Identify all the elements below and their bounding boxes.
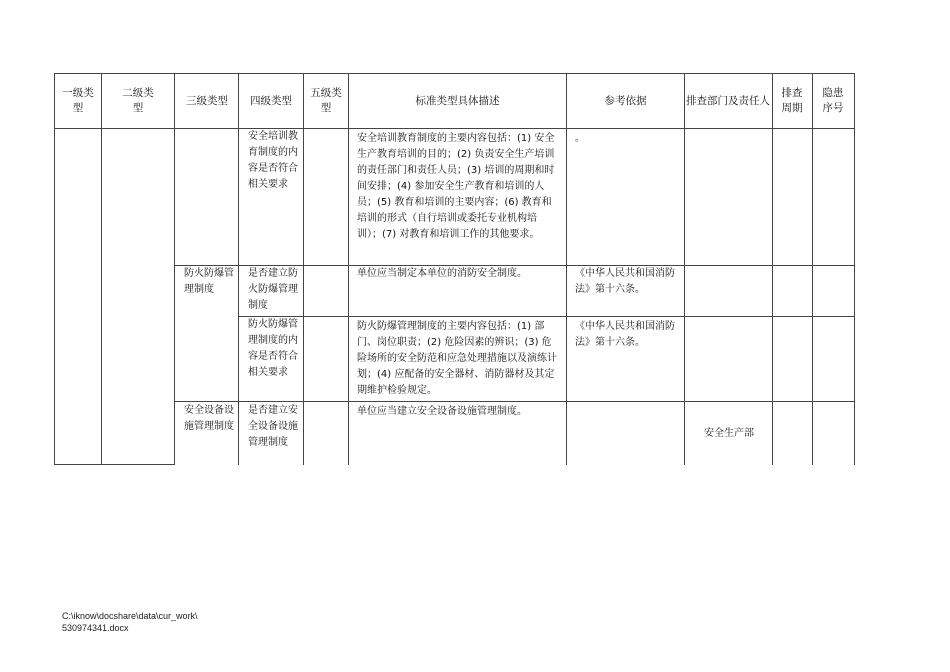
- row4-description: 单位应当建立安全设备设施管理制度。: [357, 406, 527, 417]
- col-divider-7: [684, 73, 685, 465]
- row1-reference: 。: [575, 133, 585, 144]
- col-divider-5: [348, 73, 349, 465]
- header-reference: 参考依据: [604, 94, 647, 107]
- row2-level3: 防火防爆管理制度: [184, 268, 234, 295]
- table-left-border: [54, 73, 55, 465]
- col-divider-1: [101, 73, 102, 465]
- row3-level4: 防火防爆管理制度的内容是否符合相关要求: [248, 319, 298, 378]
- table-right-border: [854, 73, 855, 465]
- row2-reference: 《中华人民共和国消防法》第十六条。: [575, 268, 675, 295]
- header-cycle: 排查周期: [781, 87, 803, 114]
- file-path-footer: [62, 610, 198, 634]
- row4-department: 安全生产部: [704, 428, 754, 439]
- row4-level4: 是否建立安全设备设施管理制度: [248, 405, 298, 448]
- row1-level4: 安全培训教育制度的内容是否符合相关要求: [248, 131, 298, 190]
- header-level4: 四级类型: [250, 94, 292, 107]
- col-divider-8: [772, 73, 773, 465]
- col-divider-3: [238, 73, 239, 465]
- file-path-line1: C:\iknow\docshare\data\cur_work\: [62, 611, 198, 621]
- col1-2-bottom-border: [54, 464, 175, 465]
- row3-reference: 《中华人民共和国消防法》第十六条。: [575, 321, 675, 348]
- col-divider-9: [812, 73, 813, 465]
- row-divider-3: [174, 401, 855, 402]
- row2-description: 单位应当制定本单位的消防安全制度。: [357, 268, 527, 279]
- row2-level4: 是否建立防火防爆管理制度: [248, 268, 298, 311]
- header-level3: 三级类型: [186, 94, 228, 107]
- col-divider-4: [303, 73, 304, 465]
- row1-description: 安全培训教育制度的主要内容包括：(1) 安全生产教育培训的目的；(2) 负责安全生产培训的责任部门和责任人员；(3) 培训的周期和时间安排；(4) 参加安全生产教育和培训的人员；(5) 教育和培训的主要内容；(6) 教育和培训的形式（自行培训或委托专业机构培训）；(7) 对教育和培训工作的其他要求。: [357, 133, 555, 240]
- header-description: 标准类型具体描述: [415, 94, 500, 107]
- header-department: 排查部门及责任人: [686, 94, 770, 107]
- header-level1: 一级类型: [62, 87, 94, 114]
- col-divider-6: [566, 73, 567, 465]
- row-divider-2b: [348, 316, 855, 317]
- header-hazard-number: 隐患序号: [822, 87, 844, 114]
- header-level5: 五级类型: [310, 87, 342, 114]
- col-divider-2: [174, 73, 175, 465]
- row4-level3: 安全设备设施管理制度: [184, 405, 234, 432]
- row3-description: 防火防爆管理制度的主要内容包括：(1) 部门、岗位职责；(2) 危险因素的辨识；(3) 危险场所的安全防范和应急处理措施以及演练计划；(4) 应配备的安全器材、消防器材及其定期维护检验规定。: [357, 321, 557, 396]
- header-level2: 二级类型: [122, 87, 154, 114]
- file-path-line2: 530974341.docx: [62, 623, 129, 633]
